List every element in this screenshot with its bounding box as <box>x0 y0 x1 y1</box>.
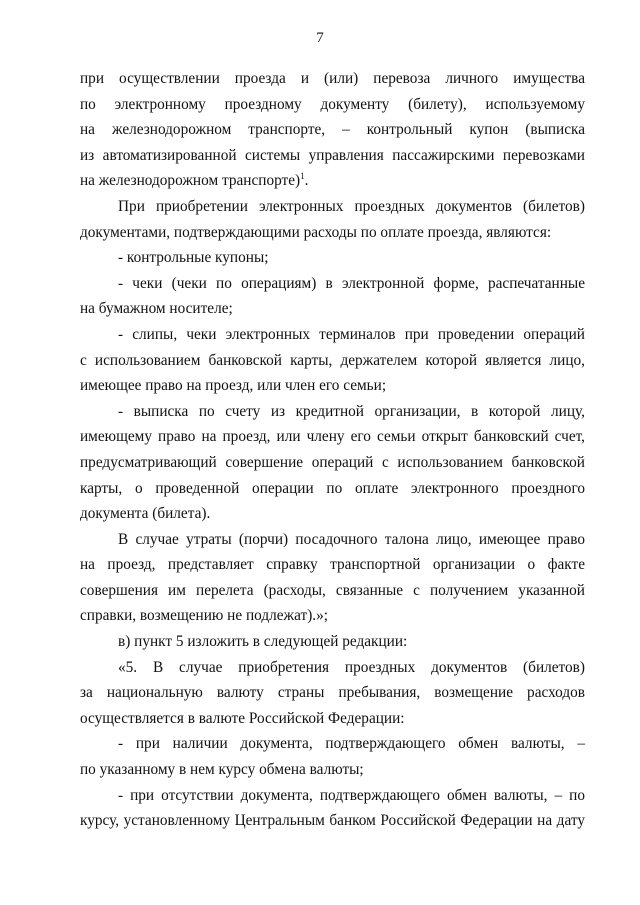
text-line: по электронному проездному документу (билету), используемому <box>80 95 585 113</box>
paragraph <box>80 271 585 322</box>
text-line: на железнодорожном транспорте)$^1$. <box>80 171 309 190</box>
text-line: с использованием банковской карты, держателем которой является лицо, <box>80 351 585 369</box>
document-body <box>80 66 585 834</box>
page-number: 7 <box>316 30 324 46</box>
text-line: справки, возмещению не подлежат).»; <box>80 607 329 625</box>
paragraph <box>80 731 585 782</box>
text-line: курсу, установленному Центральным банком Российской Федерации на дату <box>80 812 585 830</box>
text-line: при осуществлении проезда и (или) перевоза личного имущества <box>80 70 585 87</box>
text-line: на железнодорожном транспорте, – контрольный купон (выписка <box>80 121 585 139</box>
text-line: В случае утраты (порчи) посадочного талона лицо, имеющее право <box>118 530 585 548</box>
text-line: документа (билета). <box>80 505 211 523</box>
paragraph <box>80 527 585 629</box>
sentence-end: . <box>304 172 309 190</box>
text-line: карты, о проведенной операции по оплате электронного проездного <box>80 479 585 497</box>
text-line: совершения им перелета (расходы, связанные с получением указанной <box>80 581 585 599</box>
text-line: При приобретении электронных проездных документов (билетов) <box>118 197 585 215</box>
text-line: - выписка по счету из кредитной организации, в которой лицу, <box>118 402 585 420</box>
text-line: имеющее право на проезд, или член его семьи; <box>80 377 387 395</box>
footnote-marker[interactable]: 1 <box>300 171 305 182</box>
text-line: за национальную валюту страны пребывания, возмещение расходов <box>80 684 585 702</box>
text-line: документами, подтверждающими расходы по оплате проезда, являются: <box>80 223 552 241</box>
paragraph <box>80 66 585 194</box>
paragraph <box>80 194 585 245</box>
paragraph <box>80 399 585 527</box>
text-line: предусматривающий совершение операций с использованием банковской <box>80 453 585 471</box>
paragraph <box>80 245 585 271</box>
text-line: на проезд, представляет справку транспортной организации о факте <box>80 556 585 574</box>
text-line: на бумажном носителе; <box>80 300 233 318</box>
text-line: осуществляется в валюте Российской Федерации: <box>80 709 405 727</box>
paragraph <box>80 783 585 834</box>
paragraph <box>80 655 585 732</box>
text-line: по указанному в нем курсу обмена валюты; <box>80 761 364 779</box>
text-line: - при наличии документа, подтверждающего обмен валюты, – <box>118 735 585 753</box>
text-line: имеющему право на проезд, или члену его семьи открыт банковский счет, <box>80 428 585 446</box>
text-line: в) пункт 5 изложить в следующей редакции: <box>118 633 408 651</box>
text-line: - контрольные купоны; <box>118 249 269 267</box>
text-line: «5. В случае приобретения проездных документов (билетов) <box>118 658 585 676</box>
text-line: из автоматизированной системы управления пассажирскими перевозками <box>80 146 585 164</box>
text-line: - при отсутствии документа, подтверждающего обмен валюты, – по <box>118 786 585 804</box>
text-line: - слипы, чеки электронных терминалов при проведении операций <box>118 325 585 343</box>
paragraph <box>80 629 585 655</box>
text-line: - чеки (чеки по операциям) в электронной форме, распечатанные <box>118 274 585 292</box>
paragraph <box>80 322 585 399</box>
